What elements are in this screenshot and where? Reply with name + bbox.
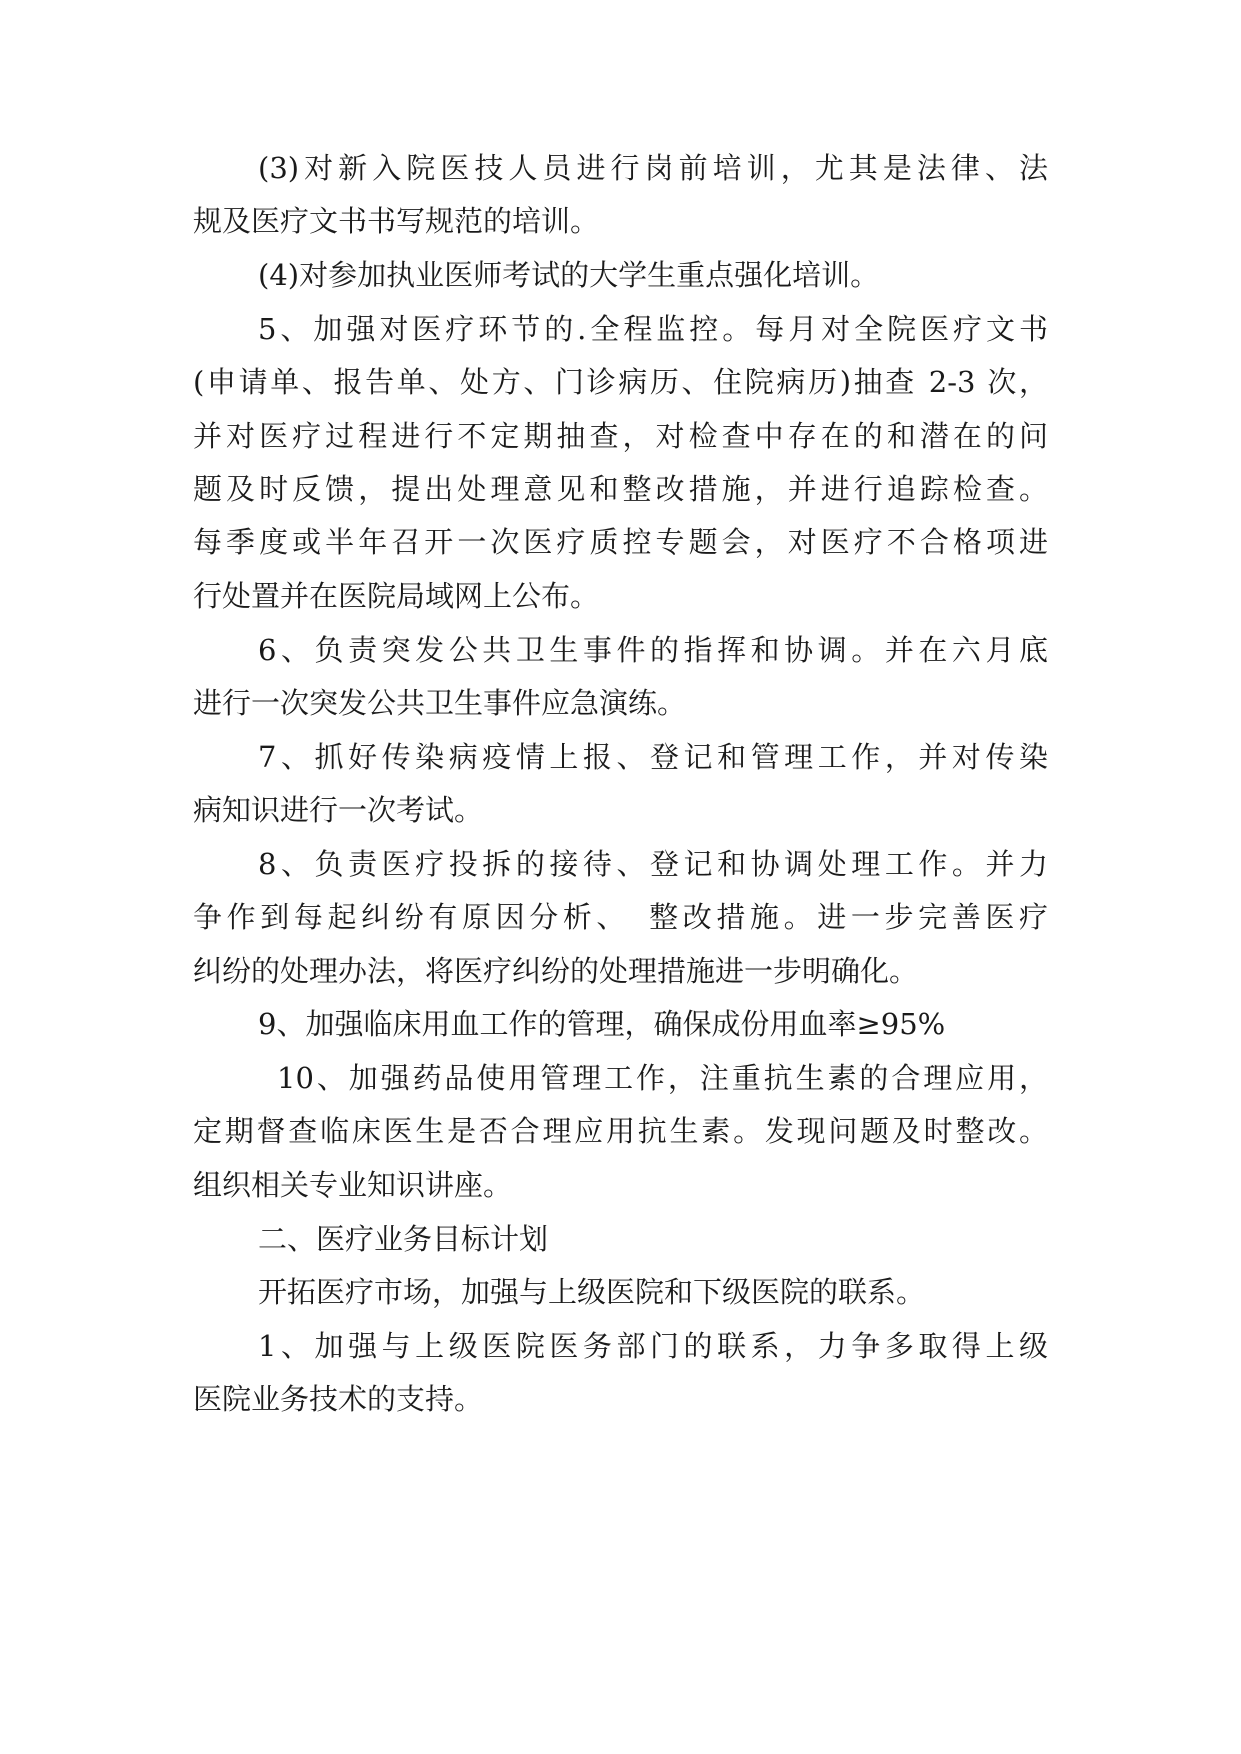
text-line-7: 题及时反馈，提出处理意见和整改措施，并进行追踪检查。 bbox=[193, 472, 1048, 506]
text-line-5: (申请单、报告单、处方、门诊病历、住院病历)抽查 2-3 次， bbox=[193, 365, 1048, 399]
text-line-13: 病知识进行一次考试。 bbox=[193, 793, 484, 827]
text-line-19: 定期督查临床医生是否合理应用抗生素。发现问题及时整改。 bbox=[193, 1114, 1048, 1148]
text-line-9: 行处置并在医院局域网上公布。 bbox=[193, 579, 600, 613]
text-line-8: 每季度或半年召开一次医疗质控专题会，对医疗不合格项进 bbox=[193, 525, 1048, 559]
text-line-24: 医院业务技术的支持。 bbox=[193, 1382, 484, 1416]
text-line-1: (3)对新入院医技人员进行岗前培训，尤其是法律、法 bbox=[258, 151, 1048, 185]
text-line-6: 并对医疗过程进行不定期抽查，对检查中存在的和潜在的问 bbox=[193, 419, 1048, 453]
section-heading: 二、医疗业务目标计划 bbox=[258, 1222, 549, 1256]
text-line-22: 开拓医疗市场，加强与上级医院和下级医院的联系。 bbox=[258, 1275, 926, 1309]
text-line-4: 5、加强对医疗环节的.全程监控。每月对全院医疗文书 bbox=[258, 312, 1048, 346]
text-line-2: 规及医疗文书书写规范的培训。 bbox=[193, 204, 600, 238]
text-line-20: 组织相关专业知识讲座。 bbox=[193, 1168, 513, 1202]
text-line-17: 9、加强临床用血工作的管理，确保成份用血率≥95% bbox=[258, 1007, 946, 1041]
text-line-3: (4)对参加执业医师考试的大学生重点强化培训。 bbox=[258, 258, 880, 292]
text-line-10: 6、负责突发公共卫生事件的指挥和协调。并在六月底 bbox=[258, 633, 1048, 667]
text-line-14: 8、负责医疗投拆的接待、登记和协调处理工作。并力 bbox=[258, 847, 1048, 881]
text-line-12: 7、抓好传染病疫情上报、登记和管理工作，并对传染 bbox=[258, 740, 1048, 774]
text-line-16: 纠纷的处理办法，将医疗纠纷的处理措施进一步明确化。 bbox=[193, 954, 919, 988]
text-line-15: 争作到每起纠纷有原因分析、 整改措施。进一步完善医疗 bbox=[193, 900, 1048, 934]
text-line-11: 进行一次突发公共卫生事件应急演练。 bbox=[193, 686, 687, 720]
text-line-23: 1、加强与上级医院医务部门的联系，力争多取得上级 bbox=[258, 1329, 1048, 1363]
text-line-18: 10、加强药品使用管理工作，注重抗生素的合理应用， bbox=[277, 1061, 1048, 1095]
